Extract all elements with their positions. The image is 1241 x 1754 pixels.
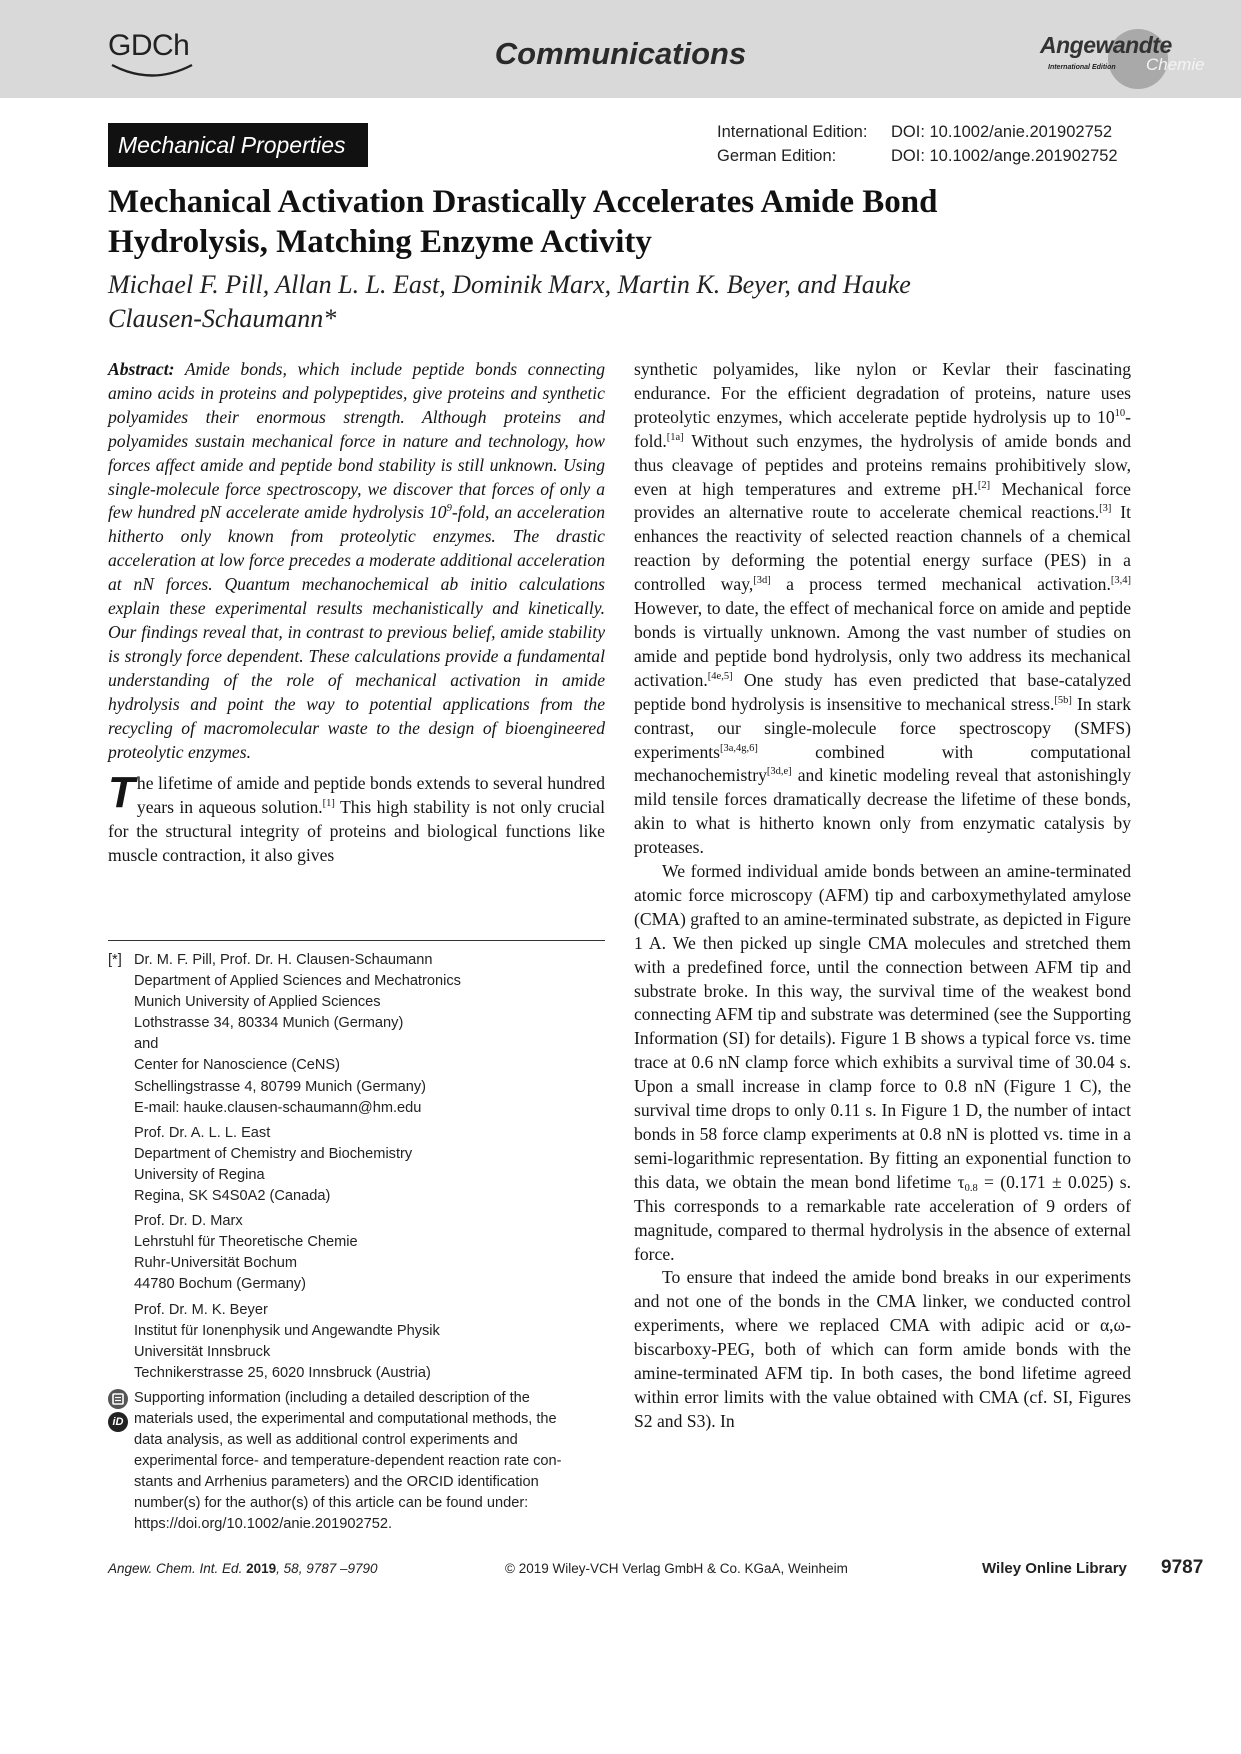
citation[interactable]: [5b] [1054,694,1072,706]
body-text: a process termed mechanical activation. [770,574,1111,595]
header-band [0,0,1241,98]
footer-journal: Angew. Chem. Int. Ed. [108,1561,243,1576]
doi-box [717,120,1137,168]
body-text: combined with computational mechanochemistry [634,741,1131,786]
journal-logo-main: Angewandte [1040,32,1172,58]
section-title: Communications [494,36,747,71]
doi-link[interactable]: DOI: 10.1002/ange.201902752 [891,147,1118,165]
body-text: Mechanical force provides an alternative route to accelerate chemical reactions. [634,478,1131,523]
subscript: 0.8 [964,1182,978,1194]
body-text: Without such enzymes, the hydrolysis of amide bonds and thus cleavage of peptides and proteins remains prohibitively slow, even at high temperatures and extreme pH. [634,430,1131,499]
citation[interactable]: [3d] [753,575,771,587]
category-badge: Mechanical Properties [108,123,368,167]
gdch-logo-text: GDCh [108,29,190,62]
body-text: -fold. [634,406,1131,451]
supporting-info-line: number(s) for the author(s) of this article can be found under: [134,1495,529,1512]
citation[interactable]: [3,4] [1110,575,1132,587]
supporting-info-note [108,1388,608,1536]
body-paragraph-2 [634,860,1131,1266]
body-text: However, to date, the effect of mechanical force on amide and peptide bonds is virtually unknown. Among the vast number of studies on amide and peptide bond hydrolysis, only two address its mechanical activation. [634,598,1131,690]
citation[interactable]: [4e,5] [707,670,733,682]
citation[interactable]: [3a,4g,6] [719,742,758,754]
abstract-superscript: 9 [446,503,452,515]
supporting-info-line: data analysis, as well as additional control experiments and [134,1432,518,1449]
drop-cap: T [108,768,135,818]
doi-row-german [717,144,1137,168]
body-text: = (0.171 ± 0.025) s. This corresponds to a remarkable rate acceleration of 9 orders of magnitude, compared to thermal hydrolysis in the absence of external force. [634,1171,1131,1264]
supporting-info-line: materials used, the experimental and computational methods, the [134,1410,557,1427]
affiliation-line: Munich University of Applied Sciences [134,994,381,1011]
body-text: To ensure that indeed the amide bond breaks in our experiments and not one of the bonds in the CMA linker, we conducted control experiments, where we replaced CMA with adipic acid or α,ω-biscarboxy-PEG, both of which can form amide bonds with the amine-terminated AFM tip. In both cases, the bond lifetime agreed within error limits with the value obtained with CMA (cf. SI, Figures S2 and S3). In [634,1267,1131,1431]
affiliation-line: Schellingstrasse 4, 80799 Munich (Germany) [134,1078,427,1095]
affiliation-line: Institut für Ionenphysik und Angewandte Physik [134,1322,440,1339]
footnote-marker: [*] [108,952,122,968]
affiliation-line: Universität Innsbruck [134,1343,271,1360]
citation[interactable]: [1a] [666,431,684,443]
footnote-rule [108,940,605,941]
affiliation-block [108,950,608,1119]
footer-pages: 9787 –9790 [306,1561,378,1576]
body-paragraph-3 [634,1266,1131,1433]
journal-logo-sub: Chemie [1146,55,1205,74]
abstract-text: -fold, an acceleration hitherto only known from proteolytic enzymes. The drastic acceleration at low force precedes a moderate additional acceleration at nN forces. Quantum mechanochemical ab initio calculations explain these experimental results mechanistically and kinetically. Our findings reveal that, in contrast to previous belief, amide stability is strongly force dependent. These calculations provide a fundamental understanding of the role of mechanical activation in amide hydrolysis and point the way to potential applications from the recycling of macromolecular waste to the design of bioengineered proteolytic enzymes. [108,502,605,762]
doi-label: International Edition: [717,123,868,141]
affiliation-block [108,1300,608,1384]
right-column [634,358,1131,1434]
footer-library-link[interactable]: Wiley Online Library [982,1560,1127,1577]
affiliation-line: Prof. Dr. D. Marx [134,1213,243,1230]
supporting-info-line: experimental force- and temperature-dependent reaction rate con- [134,1453,562,1470]
affiliation-line: Regina, SK S4S0A2 (Canada) [134,1188,331,1205]
abstract-text: Amide bonds, which include peptide bonds connecting amino acids in proteins and polypeptides, give proteins and synthetic polyamides their enormous strength. Although proteins and polyamides sustain mechanical force in nature and technology, how forces affect amide and peptide bond stability is still unknown. Using single-molecule force spectroscopy, we discover that forces of only a few hundred pN accelerate amide hydrolysis 10 [108,359,605,523]
body-paragraph-1 [634,358,1131,860]
footer-year: 2019 [246,1561,277,1576]
abstract-label: Abstract: [108,359,175,379]
intro-text: he lifetime of amide and peptide bonds extends to several hundred years in aqueous solution. [136,773,605,818]
journal-logo-edition: International Edition [1048,64,1116,71]
affiliation-line: Prof. Dr. M. K. Beyer [134,1301,268,1318]
citation[interactable]: [3d,e] [766,766,792,778]
affiliation-line: Dr. M. F. Pill, Prof. Dr. H. Clausen-Schaumann [134,952,433,968]
footer-copyright: © 2019 Wiley-VCH Verlag GmbH & Co. KGaA, Weinheim [505,1561,848,1576]
intro-paragraph [108,768,606,868]
affiliation-line: and [134,1036,159,1053]
affiliation-line: 44780 Bochum (Germany) [134,1276,306,1293]
affiliation-line: Lehrstuhl für Theoretische Chemie [134,1234,358,1251]
doi-link[interactable]: DOI: 10.1002/anie.201902752 [891,123,1113,141]
affiliation-line: Department of Applied Sciences and Mechatronics [134,973,461,990]
doi-label: German Edition: [717,147,837,165]
supporting-info-icon [108,1389,128,1409]
intro-text: This high stability is not only crucial for the structural integrity of proteins and biological functions like muscle contraction, it also gives [108,797,606,866]
affiliation-block [108,1123,608,1207]
affiliation-line: Prof. Dr. A. L. L. East [134,1124,271,1141]
affiliation-block [108,1211,608,1295]
citation[interactable]: [1] [322,798,335,810]
abstract [108,358,605,764]
page-number: 9787 [1161,1557,1204,1578]
citation[interactable]: [3] [1099,503,1112,515]
affiliation-line: University of Regina [134,1166,265,1183]
document-icon [108,1389,128,1409]
supporting-info-line: Supporting information (including a detailed description of the [134,1389,530,1406]
affiliation-line: Ruhr-Universität Bochum [134,1255,298,1272]
affiliations-footnote [108,950,608,1536]
superscript: 10 [1114,407,1126,419]
affiliation-line: Lothstrasse 34, 80334 Munich (Germany) [134,1015,404,1032]
author-list: Michael F. Pill, Allan L. L. East, Dominik Marx, Martin K. Beyer, and Hauke Clausen-Schaumann* [108,270,911,333]
citation[interactable]: [2] [977,479,991,491]
body-text: We formed individual amide bonds between an amine-terminated atomic force microscopy (AFM) tip and carboxymethylated amylose (CMA) grafted to an amine-terminated substrate, as depicted in Figure 1 A. We then picked up single CMA molecules and stretched them with a predefined force, until the connection between AFM tip and substrate broke. In this way, the survival time of the weakest bond connecting AFM tip and substrate was determined (see the Supporting Information (SI) for details). Figure 1 B shows a typical force vs. time trace at 0.6 nN clamp force which exhibits a survival time of 30.04 s. Upon a small increase in clamp force to 0.8 nN (Figure 1 C), the survival time drops to only 0.11 s. In Figure 1 D, the number of intact bonds in 58 force clamp experiments at 0.8 nN is plotted vs. time in a semi-logarithmic representation. By fitting an exponential function to this data, we obtain the mean bond lifetime τ [634,861,1131,1192]
supporting-info-link[interactable]: https://doi.org/10.1002/anie.201902752. [134,1516,393,1533]
left-column [108,358,605,868]
affiliation-line: Technikerstrasse 25, 6020 Innsbruck (Austria) [134,1364,431,1381]
article-title: Mechanical Activation Drastically Accelerates Amide Bond Hydrolysis, Matching Enzyme Activity [108,184,938,260]
body-text: In stark contrast, our single-molecule force spectroscopy (SMFS) experiments [634,693,1132,762]
body-text: One study has even predicted that base-catalyzed peptide bond hydrolysis is insensitive to mechanical stress. [634,669,1131,714]
body-text: It enhances the reactivity of selected reaction channels of a chemical reaction by deforming the potential energy surface (PES) in a controlled way, [634,502,1131,595]
orcid-icon: iD [108,1412,128,1432]
footer-volume: 58 [283,1561,299,1576]
affiliation-line: Center for Nanoscience (CeNS) [134,1057,341,1074]
page-footer [0,1557,1241,1587]
doi-row-international [717,120,1137,144]
body-text: synthetic polyamides, like nylon or Kevlar their fascinating endurance. For the efficient degradation of proteins, nature uses proteolytic enzymes, which accelerate peptide hydrolysis up to 10 [634,359,1131,427]
footer-citation: Angew. Chem. Int. Ed. 2019, 58, 9787 –9790 [108,1561,378,1576]
body-text: and kinetic modeling reveal that astonishingly mild tensile forces dramatically decrease the lifetime of these bonds, akin to what is hitherto known only from enzymatic catalysis by proteases. [634,765,1131,858]
supporting-info-line: stants and Arrhenius parameters) and the ORCID identification [134,1474,539,1491]
journal-logo [1040,26,1210,86]
email-link[interactable]: E-mail: hauke.clausen-schaumann@hm.edu [134,1099,422,1116]
affiliation-line: Department of Chemistry and Biochemistry [134,1145,413,1162]
